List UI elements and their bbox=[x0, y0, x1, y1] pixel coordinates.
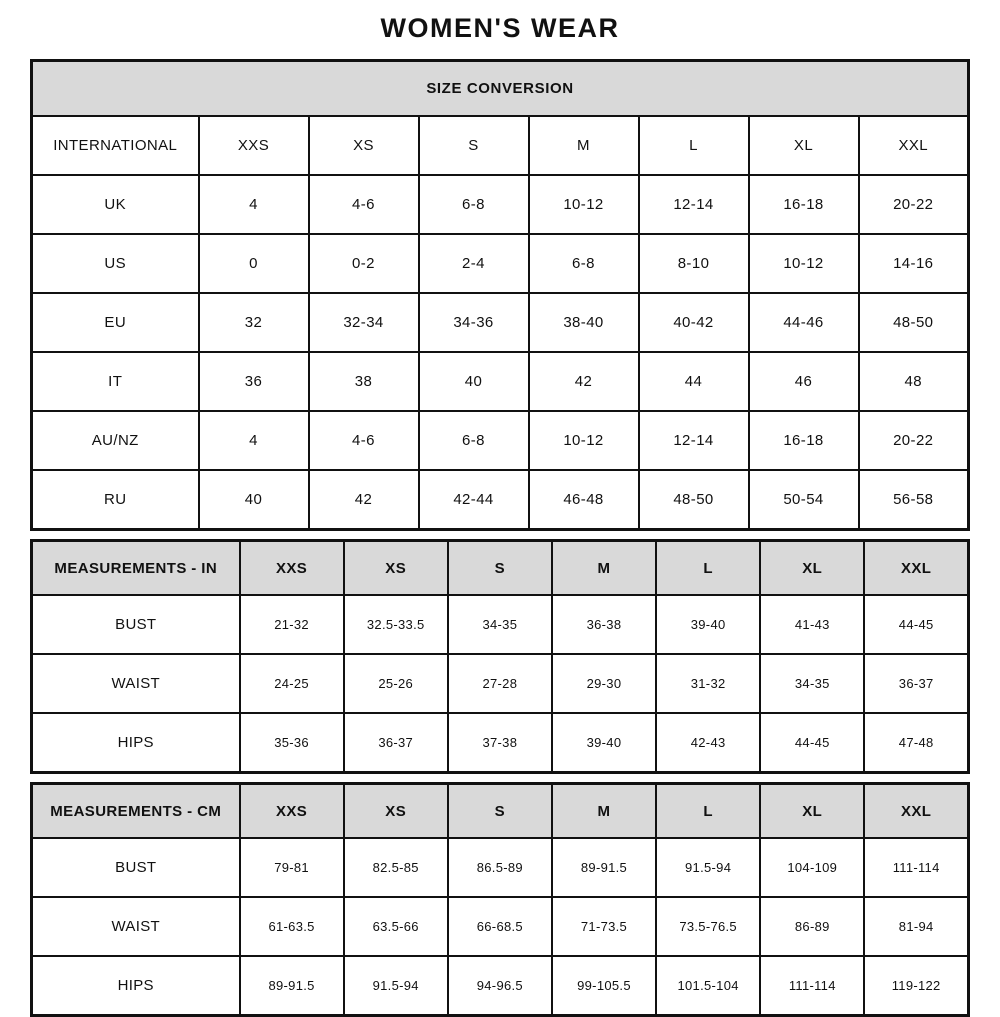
size-value-cell: 27-28 bbox=[448, 654, 552, 713]
size-value-cell: 0 bbox=[199, 234, 309, 293]
size-value-cell: 31-32 bbox=[656, 654, 760, 713]
size-value-cell: 4-6 bbox=[309, 411, 419, 470]
size-value-cell: 89-91.5 bbox=[240, 956, 344, 1016]
size-value-cell: 35-36 bbox=[240, 713, 344, 773]
size-value-cell: 81-94 bbox=[864, 897, 968, 956]
size-value-cell: 36-38 bbox=[552, 595, 656, 654]
size-value-cell: 36-37 bbox=[344, 713, 448, 773]
table-row bbox=[32, 352, 969, 411]
table-row bbox=[32, 470, 969, 530]
size-value-cell: 66-68.5 bbox=[448, 897, 552, 956]
size-value-cell: 46 bbox=[749, 352, 859, 411]
table-row bbox=[32, 595, 969, 654]
size-value-cell: 29-30 bbox=[552, 654, 656, 713]
row-label-cell: HIPS bbox=[32, 956, 240, 1016]
measurements-cm-header-row bbox=[32, 784, 969, 839]
size-value-cell: 12-14 bbox=[639, 175, 749, 234]
size-value-cell: 20-22 bbox=[859, 411, 969, 470]
row-label-cell: US bbox=[32, 234, 199, 293]
row-label-cell: UK bbox=[32, 175, 199, 234]
size-column-header: XS bbox=[344, 784, 448, 839]
size-value-cell: 8-10 bbox=[639, 234, 749, 293]
size-value-cell: 12-14 bbox=[639, 411, 749, 470]
size-value-cell: 86-89 bbox=[760, 897, 864, 956]
row-header-cell: INTERNATIONAL bbox=[32, 116, 199, 175]
size-conversion-body bbox=[32, 175, 969, 530]
size-column-header: XXL bbox=[864, 541, 968, 596]
size-value-cell: 25-26 bbox=[344, 654, 448, 713]
size-value-cell: 37-38 bbox=[448, 713, 552, 773]
size-value-cell: 6-8 bbox=[419, 411, 529, 470]
size-value-cell: 73.5-76.5 bbox=[656, 897, 760, 956]
size-value-cell: 71-73.5 bbox=[552, 897, 656, 956]
size-column-header: XS bbox=[344, 541, 448, 596]
size-value-cell: 44-46 bbox=[749, 293, 859, 352]
size-value-cell: 94-96.5 bbox=[448, 956, 552, 1016]
row-label-cell: IT bbox=[32, 352, 199, 411]
table-row bbox=[32, 956, 969, 1016]
size-value-cell: 6-8 bbox=[529, 234, 639, 293]
measurements-cm-body bbox=[32, 838, 969, 1016]
size-column-header: L bbox=[639, 116, 749, 175]
size-value-cell: 39-40 bbox=[656, 595, 760, 654]
size-value-cell: 21-32 bbox=[240, 595, 344, 654]
size-column-header: M bbox=[529, 116, 639, 175]
table-row bbox=[32, 234, 969, 293]
size-column-header: S bbox=[448, 541, 552, 596]
size-value-cell: 42-44 bbox=[419, 470, 529, 530]
measurements-in-title: MEASUREMENTS - IN bbox=[32, 541, 240, 596]
size-column-header: S bbox=[448, 784, 552, 839]
size-value-cell: 104-109 bbox=[760, 838, 864, 897]
size-value-cell: 10-12 bbox=[749, 234, 859, 293]
row-label-cell: WAIST bbox=[32, 897, 240, 956]
measurements-cm-title: MEASUREMENTS - CM bbox=[32, 784, 240, 839]
size-value-cell: 48-50 bbox=[859, 293, 969, 352]
size-column-header: XL bbox=[760, 784, 864, 839]
size-value-cell: 4 bbox=[199, 175, 309, 234]
size-value-cell: 99-105.5 bbox=[552, 956, 656, 1016]
size-value-cell: 38-40 bbox=[529, 293, 639, 352]
table-row bbox=[32, 411, 969, 470]
measurements-in-header-row bbox=[32, 541, 969, 596]
size-conversion-table bbox=[30, 59, 970, 531]
size-conversion-header: SIZE CONVERSION bbox=[32, 61, 969, 117]
row-label-cell: HIPS bbox=[32, 713, 240, 773]
size-value-cell: 101.5-104 bbox=[656, 956, 760, 1016]
row-label-cell: BUST bbox=[32, 595, 240, 654]
size-value-cell: 16-18 bbox=[749, 175, 859, 234]
size-value-cell: 4-6 bbox=[309, 175, 419, 234]
size-value-cell: 63.5-66 bbox=[344, 897, 448, 956]
size-column-header: XXS bbox=[240, 541, 344, 596]
size-value-cell: 119-122 bbox=[864, 956, 968, 1016]
size-value-cell: 44-45 bbox=[760, 713, 864, 773]
page-title: WOMEN'S WEAR bbox=[380, 13, 620, 43]
size-value-cell: 34-35 bbox=[448, 595, 552, 654]
size-value-cell: 91.5-94 bbox=[656, 838, 760, 897]
measurements-in-table bbox=[30, 539, 970, 774]
size-value-cell: 20-22 bbox=[859, 175, 969, 234]
size-value-cell: 4 bbox=[199, 411, 309, 470]
size-value-cell: 36 bbox=[199, 352, 309, 411]
size-value-cell: 79-81 bbox=[240, 838, 344, 897]
size-value-cell: 44 bbox=[639, 352, 749, 411]
size-value-cell: 42 bbox=[529, 352, 639, 411]
column-header-row bbox=[32, 116, 969, 175]
size-value-cell: 40 bbox=[419, 352, 529, 411]
size-value-cell: 39-40 bbox=[552, 713, 656, 773]
size-value-cell: 82.5-85 bbox=[344, 838, 448, 897]
measurements-cm-table bbox=[30, 782, 970, 1017]
size-value-cell: 86.5-89 bbox=[448, 838, 552, 897]
size-value-cell: 42-43 bbox=[656, 713, 760, 773]
size-value-cell: 56-58 bbox=[859, 470, 969, 530]
size-value-cell: 6-8 bbox=[419, 175, 529, 234]
size-value-cell: 40-42 bbox=[639, 293, 749, 352]
size-value-cell: 44-45 bbox=[864, 595, 968, 654]
size-value-cell: 48-50 bbox=[639, 470, 749, 530]
size-value-cell: 46-48 bbox=[529, 470, 639, 530]
table-row bbox=[32, 654, 969, 713]
table-row bbox=[32, 293, 969, 352]
size-value-cell: 38 bbox=[309, 352, 419, 411]
size-column-header: XXL bbox=[859, 116, 969, 175]
size-value-cell: 48 bbox=[859, 352, 969, 411]
size-column-header: XXS bbox=[199, 116, 309, 175]
size-value-cell: 36-37 bbox=[864, 654, 968, 713]
table-row bbox=[32, 897, 969, 956]
size-column-header: M bbox=[552, 541, 656, 596]
row-label-cell: EU bbox=[32, 293, 199, 352]
size-column-header: M bbox=[552, 784, 656, 839]
size-value-cell: 10-12 bbox=[529, 411, 639, 470]
size-value-cell: 42 bbox=[309, 470, 419, 530]
size-value-cell: 32-34 bbox=[309, 293, 419, 352]
size-value-cell: 34-36 bbox=[419, 293, 529, 352]
size-value-cell: 47-48 bbox=[864, 713, 968, 773]
size-value-cell: 111-114 bbox=[864, 838, 968, 897]
size-value-cell: 32 bbox=[199, 293, 309, 352]
size-column-header: XL bbox=[749, 116, 859, 175]
size-value-cell: 40 bbox=[199, 470, 309, 530]
size-value-cell: 14-16 bbox=[859, 234, 969, 293]
row-label-cell: AU/NZ bbox=[32, 411, 199, 470]
size-column-header: L bbox=[656, 541, 760, 596]
row-label-cell: RU bbox=[32, 470, 199, 530]
size-column-header: XXL bbox=[864, 784, 968, 839]
size-value-cell: 16-18 bbox=[749, 411, 859, 470]
size-conversion-header-row bbox=[32, 61, 969, 117]
row-label-cell: WAIST bbox=[32, 654, 240, 713]
size-column-header: XXS bbox=[240, 784, 344, 839]
size-value-cell: 0-2 bbox=[309, 234, 419, 293]
size-value-cell: 34-35 bbox=[760, 654, 864, 713]
size-value-cell: 89-91.5 bbox=[552, 838, 656, 897]
size-column-header: XS bbox=[309, 116, 419, 175]
size-value-cell: 2-4 bbox=[419, 234, 529, 293]
table-row bbox=[32, 838, 969, 897]
row-label-cell: BUST bbox=[32, 838, 240, 897]
size-value-cell: 24-25 bbox=[240, 654, 344, 713]
table-row bbox=[32, 713, 969, 773]
size-value-cell: 111-114 bbox=[760, 956, 864, 1016]
size-value-cell: 32.5-33.5 bbox=[344, 595, 448, 654]
size-value-cell: 50-54 bbox=[749, 470, 859, 530]
size-value-cell: 61-63.5 bbox=[240, 897, 344, 956]
size-column-header: S bbox=[419, 116, 529, 175]
table-row bbox=[32, 175, 969, 234]
measurements-in-body bbox=[32, 595, 969, 773]
size-value-cell: 10-12 bbox=[529, 175, 639, 234]
size-value-cell: 91.5-94 bbox=[344, 956, 448, 1016]
size-value-cell: 41-43 bbox=[760, 595, 864, 654]
size-column-header: XL bbox=[760, 541, 864, 596]
size-column-header: L bbox=[656, 784, 760, 839]
